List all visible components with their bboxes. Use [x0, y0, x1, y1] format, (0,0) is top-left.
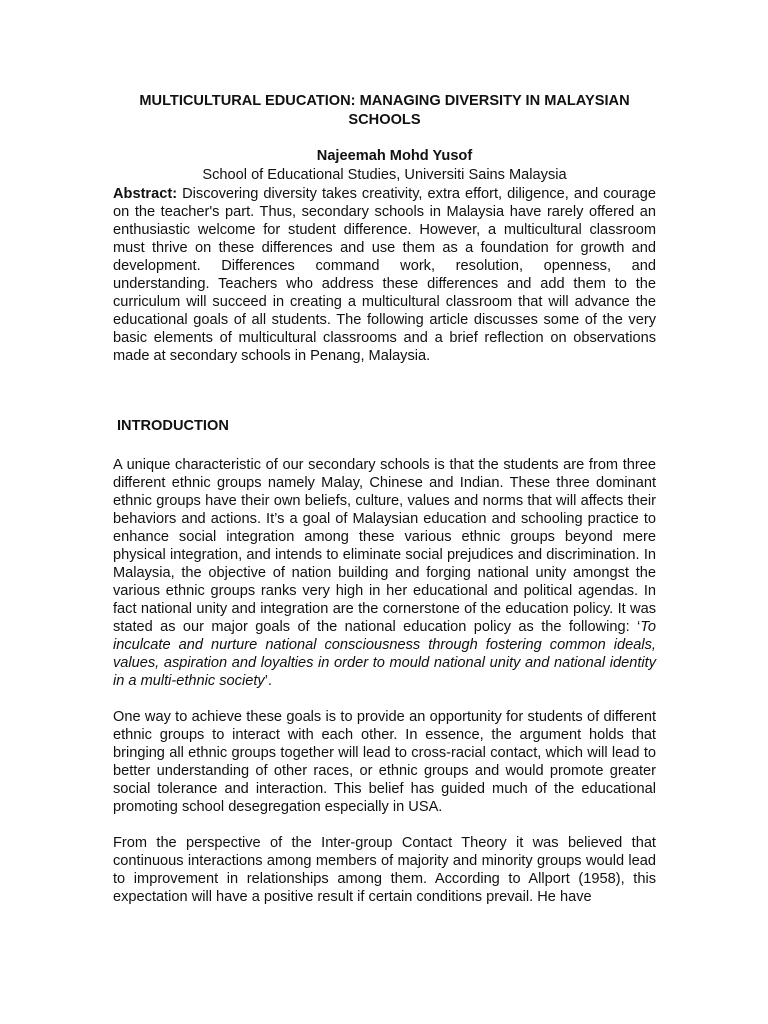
- document-page: [113, 92, 656, 906]
- intro-paragraph-2: One way to achieve these goals is to provide an opportunity for students of different ethnic groups to interact with each other. In essence, the argument holds that bringing all ethnic groups together will lead to cross-racial contact, which will lead to better understanding of other races, or ethnic groups and would promote greater social tolerance and interaction. This belief has guided much of the educational promoting school desegregation especially in USA.: [113, 709, 656, 815]
- section-heading-introduction: INTRODUCTION: [117, 418, 229, 434]
- intro-paragraph-1: [113, 456, 656, 690]
- policy-quote: To inculcate and nurture national consciousness through fostering common ideals, values, aspiration and loyalties in order to mould national unity and national identity in a multi-ethnic society: [113, 619, 656, 689]
- author-affiliation: School of Educational Studies, Universiti Sains Malaysia: [202, 167, 567, 183]
- abstract-label: Abstract:: [113, 186, 178, 202]
- quote-close: ’.: [264, 673, 272, 689]
- author-name: Najeemah Mohd Yusof: [316, 148, 473, 164]
- author-block: [113, 147, 656, 185]
- paper-title: MULTICULTURAL EDUCATION: MANAGING DIVERSITY IN MALAYSIAN SCHOOLS: [139, 93, 630, 128]
- abstract-text: Discovering diversity takes creativity, extra effort, diligence, and courage on the teacher's part. Thus, secondary schools in Malaysia have rarely offered an enthusiastic welcome for student difference. However, a multicultural classroom must thrive on these differences and use them as a foundation for growth and development. Differences command work, resolution, openness, and understanding. Teachers who address these differences and add them to the curriculum will succeed in creating a multicultural classroom that will advance the educational goals of all students. The following article discusses some of the very basic elements of multicultural classrooms and a brief reflection on observations made at secondary schools in Penang, Malaysia.: [113, 186, 656, 364]
- abstract: [113, 185, 656, 365]
- intro-paragraph-1-text: A unique characteristic of our secondary schools is that the students are from three different ethnic groups namely Malay, Chinese and Indian. These three dominant ethnic groups have their own beliefs, culture, values and norms that will affects their behaviors and actions. It’s a goal of Malaysian education and schooling practice to enhance social integration among these various ethnic groups beyond mere physical integration, and intends to eliminate social prejudices and discrimination. In Malaysia, the objective of nation building and forging national unity amongst the various ethnic groups ranks very high in her educational and political agendas. In fact national unity and integration are the cornerstone of the education policy. It was stated as our major goals of the national education policy as the following: ‘: [113, 457, 656, 635]
- intro-paragraph-3: From the perspective of the Inter-group Contact Theory it was believed that continuous interactions among members of majority and minority groups would lead to improvement in relationships among them. According to Allport (1958), this expectation will have a positive result if certain conditions prevail. He have: [113, 835, 656, 905]
